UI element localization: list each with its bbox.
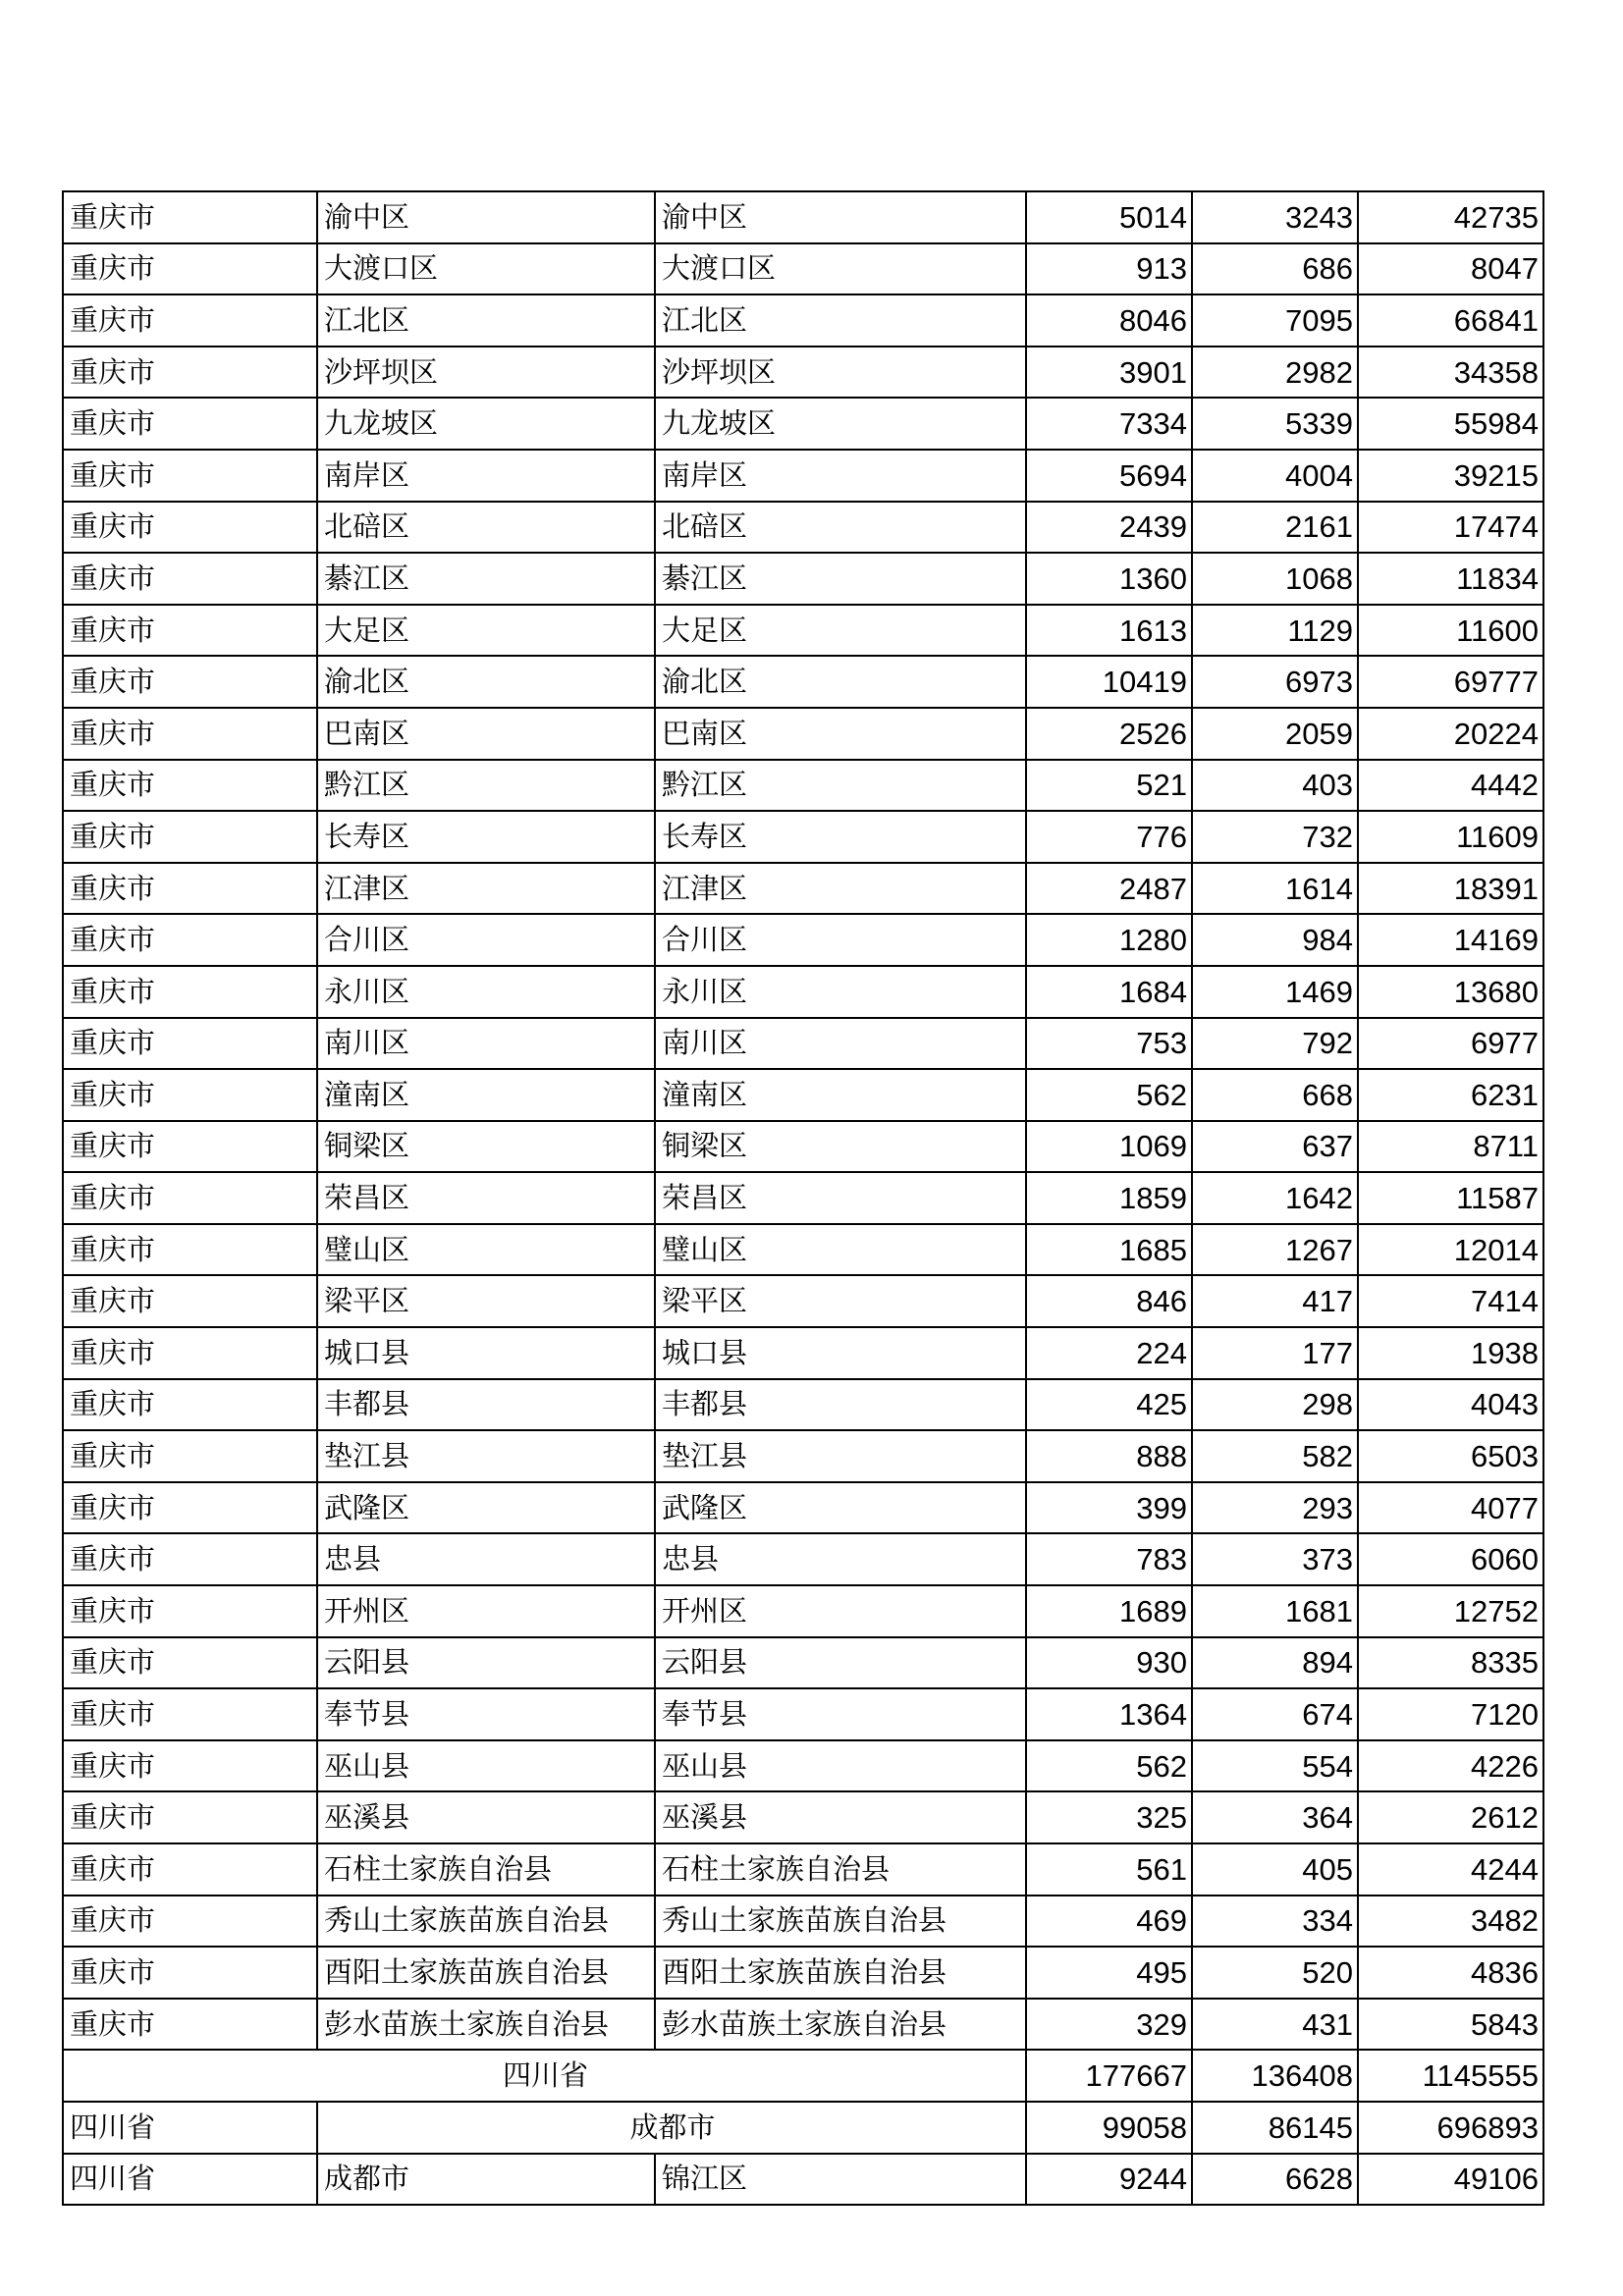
- value-cell-1: 1364: [1026, 1688, 1192, 1740]
- value-cell-3: 12014: [1358, 1224, 1543, 1276]
- value-cell-2: 1681: [1192, 1585, 1358, 1637]
- value-cell-2: 554: [1192, 1740, 1358, 1792]
- value-cell-3: 8335: [1358, 1637, 1543, 1689]
- table-row: [63, 811, 1543, 863]
- value-cell-1: 10419: [1026, 656, 1192, 708]
- value-cell-2: 520: [1192, 1947, 1358, 1999]
- city-cell: 秀山土家族苗族自治县: [317, 1896, 655, 1948]
- table-row: [63, 1585, 1543, 1637]
- city-cell: 合川区: [317, 914, 655, 966]
- value-cell-1: 3901: [1026, 347, 1192, 399]
- province-cell: 重庆市: [63, 1121, 317, 1173]
- value-cell-1: 562: [1026, 1740, 1192, 1792]
- value-cell-2: 293: [1192, 1482, 1358, 1534]
- province-cell: 重庆市: [63, 1843, 317, 1896]
- city-cell: 巴南区: [317, 708, 655, 760]
- city-cell: 武隆区: [317, 1482, 655, 1534]
- province-cell: 重庆市: [63, 1379, 317, 1431]
- value-cell-1: 1280: [1026, 914, 1192, 966]
- value-cell-3: 4043: [1358, 1379, 1543, 1431]
- province-cell: 重庆市: [63, 191, 317, 243]
- city-cell: 璧山区: [317, 1224, 655, 1276]
- province-cell: 重庆市: [63, 450, 317, 502]
- province-cell: 重庆市: [63, 1275, 317, 1327]
- value-cell-3: 11587: [1358, 1172, 1543, 1224]
- table-row: [63, 1018, 1543, 1070]
- value-cell-1: 1613: [1026, 605, 1192, 657]
- value-cell-1: 783: [1026, 1533, 1192, 1585]
- value-cell-1: 846: [1026, 1275, 1192, 1327]
- province-cell: 重庆市: [63, 1430, 317, 1482]
- city-cell: 黔江区: [317, 760, 655, 812]
- table-row: [63, 863, 1543, 915]
- value-cell-3: 14169: [1358, 914, 1543, 966]
- city-cell: 巫山县: [317, 1740, 655, 1792]
- city-cell: 南岸区: [317, 450, 655, 502]
- value-cell-1: 2487: [1026, 863, 1192, 915]
- value-cell-3: 13680: [1358, 966, 1543, 1018]
- district-cell: 巴南区: [655, 708, 1026, 760]
- value-cell-1: 1685: [1026, 1224, 1192, 1276]
- district-cell: 酉阳土家族苗族自治县: [655, 1947, 1026, 1999]
- value-cell-3: 11600: [1358, 605, 1543, 657]
- value-cell-3: 11609: [1358, 811, 1543, 863]
- district-cell: 江津区: [655, 863, 1026, 915]
- value-cell-2: 334: [1192, 1896, 1358, 1948]
- value-cell-3: 6977: [1358, 1018, 1543, 1070]
- value-cell-1: 5014: [1026, 191, 1192, 243]
- value-cell-3: 2612: [1358, 1791, 1543, 1843]
- value-cell-3: 8711: [1358, 1121, 1543, 1173]
- value-cell-2: 4004: [1192, 450, 1358, 502]
- value-cell-3: 66841: [1358, 294, 1543, 347]
- province-cell: 重庆市: [63, 1327, 317, 1379]
- value-cell-2: 1642: [1192, 1172, 1358, 1224]
- table-row: [63, 708, 1543, 760]
- table-row: [63, 1947, 1543, 1999]
- city-subtotal-row: [63, 2102, 1543, 2154]
- district-cell: 永川区: [655, 966, 1026, 1018]
- city-cell: 酉阳土家族苗族自治县: [317, 1947, 655, 1999]
- value-cell-2: 364: [1192, 1791, 1358, 1843]
- value-cell-3: 4244: [1358, 1843, 1543, 1896]
- table-row: [63, 1791, 1543, 1843]
- table-row: [63, 1637, 1543, 1689]
- province-cell: 重庆市: [63, 605, 317, 657]
- value-cell-3: 696893: [1358, 2102, 1543, 2154]
- province-cell: 重庆市: [63, 1172, 317, 1224]
- district-cell: 渝北区: [655, 656, 1026, 708]
- province-cell: 重庆市: [63, 811, 317, 863]
- city-cell: 大渡口区: [317, 243, 655, 295]
- table-row: [63, 1999, 1543, 2051]
- district-cell: 梁平区: [655, 1275, 1026, 1327]
- city-cell: 巫溪县: [317, 1791, 655, 1843]
- value-cell-1: 7334: [1026, 398, 1192, 450]
- value-cell-3: 11834: [1358, 553, 1543, 605]
- value-cell-1: 224: [1026, 1327, 1192, 1379]
- province-cell: 重庆市: [63, 1637, 317, 1689]
- province-cell: 重庆市: [63, 914, 317, 966]
- province-total-label: 四川省: [63, 2050, 1026, 2102]
- district-cell: 锦江区: [655, 2154, 1026, 2206]
- value-cell-1: 5694: [1026, 450, 1192, 502]
- province-subtotal-row: [63, 2050, 1543, 2102]
- value-cell-2: 582: [1192, 1430, 1358, 1482]
- table-row: [63, 1275, 1543, 1327]
- table-row: [63, 1896, 1543, 1948]
- value-cell-2: 405: [1192, 1843, 1358, 1896]
- value-cell-1: 9244: [1026, 2154, 1192, 2206]
- city-cell: 忠县: [317, 1533, 655, 1585]
- table-row: [63, 1121, 1543, 1173]
- value-cell-2: 373: [1192, 1533, 1358, 1585]
- city-total-label: 成都市: [317, 2102, 1026, 2154]
- value-cell-3: 4836: [1358, 1947, 1543, 1999]
- province-cell: 重庆市: [63, 966, 317, 1018]
- district-cell: 长寿区: [655, 811, 1026, 863]
- table-row: [63, 502, 1543, 554]
- province-cell: 重庆市: [63, 863, 317, 915]
- value-cell-1: 1360: [1026, 553, 1192, 605]
- table-row: [63, 1172, 1543, 1224]
- value-cell-1: 177667: [1026, 2050, 1192, 2102]
- city-cell: 云阳县: [317, 1637, 655, 1689]
- province-cell: 重庆市: [63, 502, 317, 554]
- value-cell-2: 1469: [1192, 966, 1358, 1018]
- district-cell: 开州区: [655, 1585, 1026, 1637]
- province-cell: 重庆市: [63, 553, 317, 605]
- province-cell: 重庆市: [63, 294, 317, 347]
- table-row: [63, 1430, 1543, 1482]
- district-cell: 北碚区: [655, 502, 1026, 554]
- province-cell: 重庆市: [63, 398, 317, 450]
- district-cell: 南川区: [655, 1018, 1026, 1070]
- district-cell: 大渡口区: [655, 243, 1026, 295]
- city-cell: 北碚区: [317, 502, 655, 554]
- value-cell-2: 3243: [1192, 191, 1358, 243]
- district-cell: 潼南区: [655, 1069, 1026, 1121]
- value-cell-2: 637: [1192, 1121, 1358, 1173]
- province-cell: 重庆市: [63, 1224, 317, 1276]
- value-cell-1: 888: [1026, 1430, 1192, 1482]
- value-cell-3: 4077: [1358, 1482, 1543, 1534]
- value-cell-1: 1069: [1026, 1121, 1192, 1173]
- table-row: [63, 1843, 1543, 1896]
- value-cell-3: 5843: [1358, 1999, 1543, 2051]
- value-cell-1: 930: [1026, 1637, 1192, 1689]
- value-cell-1: 562: [1026, 1069, 1192, 1121]
- province-cell: 重庆市: [63, 1740, 317, 1792]
- value-cell-2: 674: [1192, 1688, 1358, 1740]
- province-cell: 重庆市: [63, 1791, 317, 1843]
- city-cell: 成都市: [317, 2154, 655, 2206]
- value-cell-2: 1129: [1192, 605, 1358, 657]
- table-row: [63, 1688, 1543, 1740]
- table-row: [63, 1069, 1543, 1121]
- value-cell-2: 792: [1192, 1018, 1358, 1070]
- district-cell: 九龙坡区: [655, 398, 1026, 450]
- province-cell: 重庆市: [63, 1018, 317, 1070]
- value-cell-1: 425: [1026, 1379, 1192, 1431]
- province-cell: 重庆市: [63, 708, 317, 760]
- value-cell-2: 2161: [1192, 502, 1358, 554]
- value-cell-3: 1145555: [1358, 2050, 1543, 2102]
- city-cell: 垫江县: [317, 1430, 655, 1482]
- district-cell: 秀山土家族苗族自治县: [655, 1896, 1026, 1948]
- value-cell-2: 1068: [1192, 553, 1358, 605]
- table-row: [63, 294, 1543, 347]
- value-cell-1: 776: [1026, 811, 1192, 863]
- value-cell-1: 1684: [1026, 966, 1192, 1018]
- table-row: [63, 398, 1543, 450]
- province-cell: 重庆市: [63, 1533, 317, 1585]
- value-cell-3: 12752: [1358, 1585, 1543, 1637]
- district-cell: 渝中区: [655, 191, 1026, 243]
- value-cell-3: 34358: [1358, 347, 1543, 399]
- district-cell: 奉节县: [655, 1688, 1026, 1740]
- district-cell: 璧山区: [655, 1224, 1026, 1276]
- province-cell: 重庆市: [63, 1688, 317, 1740]
- district-cell: 大足区: [655, 605, 1026, 657]
- city-cell: 渝中区: [317, 191, 655, 243]
- province-cell: 重庆市: [63, 1896, 317, 1948]
- city-cell: 潼南区: [317, 1069, 655, 1121]
- value-cell-2: 431: [1192, 1999, 1358, 2051]
- table-row: [63, 191, 1543, 243]
- value-cell-2: 1614: [1192, 863, 1358, 915]
- value-cell-1: 469: [1026, 1896, 1192, 1948]
- table-row: [63, 1224, 1543, 1276]
- value-cell-2: 177: [1192, 1327, 1358, 1379]
- table-row: [63, 450, 1543, 502]
- value-cell-2: 6973: [1192, 656, 1358, 708]
- district-cell: 合川区: [655, 914, 1026, 966]
- value-cell-2: 136408: [1192, 2050, 1358, 2102]
- value-cell-1: 2439: [1026, 502, 1192, 554]
- value-cell-2: 6628: [1192, 2154, 1358, 2206]
- value-cell-2: 668: [1192, 1069, 1358, 1121]
- value-cell-2: 403: [1192, 760, 1358, 812]
- value-cell-2: 417: [1192, 1275, 1358, 1327]
- district-cell: 江北区: [655, 294, 1026, 347]
- province-cell: 四川省: [63, 2154, 317, 2206]
- city-cell: 丰都县: [317, 1379, 655, 1431]
- table-row: [63, 1740, 1543, 1792]
- statistics-table: [62, 190, 1544, 2206]
- value-cell-3: 69777: [1358, 656, 1543, 708]
- table-row: [63, 966, 1543, 1018]
- city-cell: 永川区: [317, 966, 655, 1018]
- value-cell-1: 399: [1026, 1482, 1192, 1534]
- province-cell: 四川省: [63, 2102, 317, 2154]
- table-row: [63, 2154, 1543, 2206]
- city-cell: 城口县: [317, 1327, 655, 1379]
- value-cell-3: 49106: [1358, 2154, 1543, 2206]
- value-cell-3: 42735: [1358, 191, 1543, 243]
- value-cell-3: 18391: [1358, 863, 1543, 915]
- district-cell: 黔江区: [655, 760, 1026, 812]
- table-row: [63, 1533, 1543, 1585]
- city-cell: 九龙坡区: [317, 398, 655, 450]
- value-cell-3: 4226: [1358, 1740, 1543, 1792]
- value-cell-1: 8046: [1026, 294, 1192, 347]
- city-cell: 大足区: [317, 605, 655, 657]
- city-cell: 奉节县: [317, 1688, 655, 1740]
- city-cell: 綦江区: [317, 553, 655, 605]
- province-cell: 重庆市: [63, 760, 317, 812]
- table-row: [63, 605, 1543, 657]
- table-row: [63, 243, 1543, 295]
- value-cell-1: 913: [1026, 243, 1192, 295]
- district-cell: 铜梁区: [655, 1121, 1026, 1173]
- table-row: [63, 914, 1543, 966]
- value-cell-2: 5339: [1192, 398, 1358, 450]
- value-cell-2: 2059: [1192, 708, 1358, 760]
- value-cell-3: 20224: [1358, 708, 1543, 760]
- value-cell-3: 39215: [1358, 450, 1543, 502]
- value-cell-3: 55984: [1358, 398, 1543, 450]
- district-cell: 丰都县: [655, 1379, 1026, 1431]
- table-row: [63, 760, 1543, 812]
- table-row: [63, 1379, 1543, 1431]
- city-cell: 江津区: [317, 863, 655, 915]
- city-cell: 荣昌区: [317, 1172, 655, 1224]
- district-cell: 巫溪县: [655, 1791, 1026, 1843]
- table-body: [63, 191, 1543, 2205]
- province-cell: 重庆市: [63, 1069, 317, 1121]
- city-cell: 江北区: [317, 294, 655, 347]
- district-cell: 城口县: [655, 1327, 1026, 1379]
- city-cell: 开州区: [317, 1585, 655, 1637]
- district-cell: 沙坪坝区: [655, 347, 1026, 399]
- value-cell-3: 7414: [1358, 1275, 1543, 1327]
- value-cell-1: 561: [1026, 1843, 1192, 1896]
- value-cell-3: 3482: [1358, 1896, 1543, 1948]
- province-cell: 重庆市: [63, 1947, 317, 1999]
- district-cell: 南岸区: [655, 450, 1026, 502]
- district-cell: 巫山县: [655, 1740, 1026, 1792]
- value-cell-2: 86145: [1192, 2102, 1358, 2154]
- value-cell-3: 7120: [1358, 1688, 1543, 1740]
- province-cell: 重庆市: [63, 1999, 317, 2051]
- city-cell: 彭水苗族土家族自治县: [317, 1999, 655, 2051]
- table-row: [63, 656, 1543, 708]
- city-cell: 石柱土家族自治县: [317, 1843, 655, 1896]
- value-cell-3: 1938: [1358, 1327, 1543, 1379]
- value-cell-2: 732: [1192, 811, 1358, 863]
- value-cell-2: 894: [1192, 1637, 1358, 1689]
- province-cell: 重庆市: [63, 656, 317, 708]
- province-cell: 重庆市: [63, 1585, 317, 1637]
- district-cell: 垫江县: [655, 1430, 1026, 1482]
- value-cell-2: 2982: [1192, 347, 1358, 399]
- value-cell-2: 984: [1192, 914, 1358, 966]
- value-cell-3: 6231: [1358, 1069, 1543, 1121]
- city-cell: 渝北区: [317, 656, 655, 708]
- value-cell-1: 495: [1026, 1947, 1192, 1999]
- value-cell-1: 99058: [1026, 2102, 1192, 2154]
- province-cell: 重庆市: [63, 1482, 317, 1534]
- table-row: [63, 553, 1543, 605]
- value-cell-3: 8047: [1358, 243, 1543, 295]
- value-cell-2: 298: [1192, 1379, 1358, 1431]
- value-cell-3: 17474: [1358, 502, 1543, 554]
- value-cell-2: 686: [1192, 243, 1358, 295]
- district-cell: 云阳县: [655, 1637, 1026, 1689]
- district-cell: 彭水苗族土家族自治县: [655, 1999, 1026, 2051]
- district-cell: 綦江区: [655, 553, 1026, 605]
- value-cell-1: 2526: [1026, 708, 1192, 760]
- table-row: [63, 347, 1543, 399]
- value-cell-3: 4442: [1358, 760, 1543, 812]
- value-cell-3: 6060: [1358, 1533, 1543, 1585]
- province-cell: 重庆市: [63, 243, 317, 295]
- value-cell-1: 325: [1026, 1791, 1192, 1843]
- city-cell: 沙坪坝区: [317, 347, 655, 399]
- district-cell: 石柱土家族自治县: [655, 1843, 1026, 1896]
- city-cell: 梁平区: [317, 1275, 655, 1327]
- district-cell: 荣昌区: [655, 1172, 1026, 1224]
- city-cell: 长寿区: [317, 811, 655, 863]
- value-cell-1: 1859: [1026, 1172, 1192, 1224]
- city-cell: 铜梁区: [317, 1121, 655, 1173]
- city-cell: 南川区: [317, 1018, 655, 1070]
- province-cell: 重庆市: [63, 347, 317, 399]
- value-cell-3: 6503: [1358, 1430, 1543, 1482]
- district-cell: 忠县: [655, 1533, 1026, 1585]
- district-cell: 武隆区: [655, 1482, 1026, 1534]
- value-cell-1: 329: [1026, 1999, 1192, 2051]
- value-cell-2: 7095: [1192, 294, 1358, 347]
- value-cell-1: 1689: [1026, 1585, 1192, 1637]
- table-row: [63, 1327, 1543, 1379]
- table-row: [63, 1482, 1543, 1534]
- value-cell-1: 753: [1026, 1018, 1192, 1070]
- value-cell-1: 521: [1026, 760, 1192, 812]
- value-cell-2: 1267: [1192, 1224, 1358, 1276]
